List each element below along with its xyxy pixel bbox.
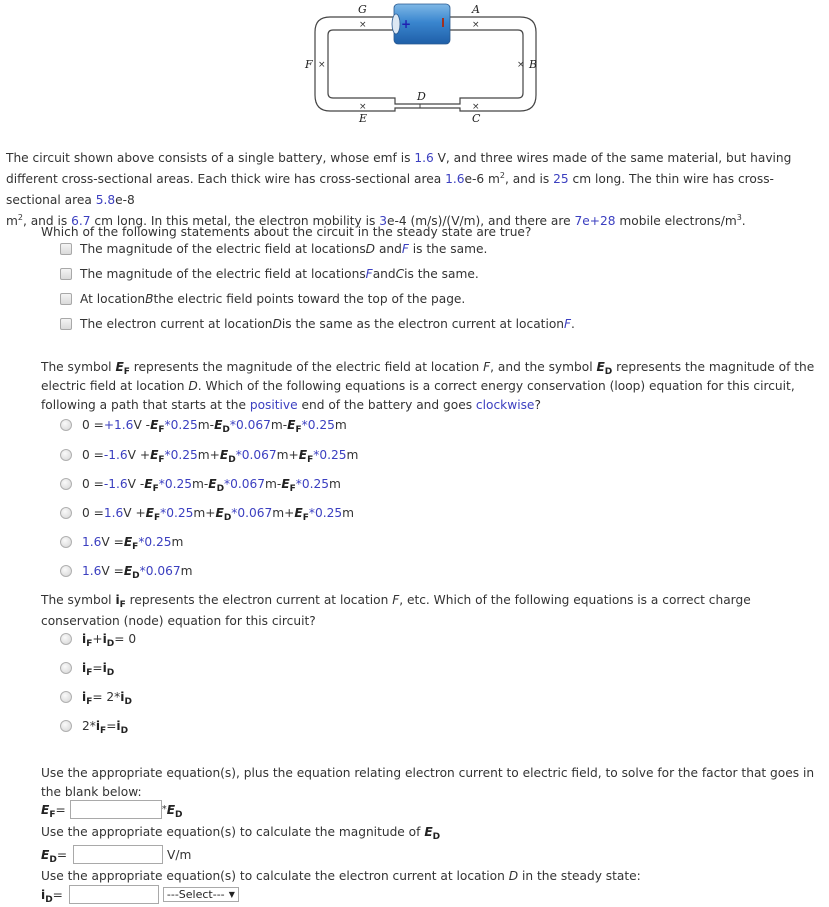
thick-length-value: 25 — [553, 172, 569, 186]
battery-minus — [442, 18, 444, 27]
label-g: G — [358, 3, 367, 16]
marker-f: × — [318, 60, 326, 70]
q2-option-3[interactable]: 0 = -1.6 V - $E_F$ *0.25 m - $E_D$ *0.067 m - $E_F$ *0.25 m — [60, 475, 341, 493]
radio-button[interactable] — [60, 691, 72, 703]
problem-statement: The circuit shown above consists of a single battery, whose emf is 1.6 V, and three wires made of the same material, but having different cross-sectional areas. Each thick wire has cross-sectional area 1.6e-6 $m^2$, and is 25 cm long. The thin wire has cross-sectional area 5.8e-8 $m^2$, and is 6.7 cm long. In this metal, the electron mobility is 3e-4 (m/s)/(V/m), and there are 7e+28 mobile electrons/$m^3$. — [6, 151, 792, 228]
q4-answer-row: $E_F$ = * $E_D$ — [41, 800, 183, 819]
marker-b: × — [517, 60, 525, 70]
label-b: B — [529, 58, 538, 71]
q1-prompt: Which of the following statements about the circuit in the steady state are true? — [41, 225, 532, 239]
q2-option-2[interactable]: 0 = -1.6 V + $E_F$ *0.25 m + $E_D$ *0.067 m + $E_F$ *0.25 m — [60, 446, 358, 464]
q6-prompt: Use the appropriate equation(s) to calculate the electron current at location D in the steady state: — [41, 869, 641, 883]
emf-value: 1.6 — [414, 151, 434, 165]
q3-option-4[interactable]: 2* $i_F$ = $i_D$ — [60, 717, 128, 735]
checkbox[interactable] — [60, 268, 72, 280]
radio-button[interactable] — [60, 633, 72, 645]
radio-button[interactable] — [60, 536, 72, 548]
q3-option-1[interactable]: $i_F$ + $i_D$ = 0 — [60, 630, 136, 648]
q2-option-6[interactable]: 1.6 V = $E_D$ *0.067 m — [60, 562, 193, 580]
thick-area-value: 1.6 — [445, 172, 465, 186]
label-d: D — [417, 90, 426, 103]
ef-factor-input[interactable] — [70, 800, 162, 819]
electron-density-value: 7e+28 — [574, 214, 616, 228]
radio-button[interactable] — [60, 565, 72, 577]
dropdown-arrow-icon: ▼ — [228, 890, 235, 899]
thin-length-value: 6.7 — [71, 214, 91, 228]
mobility-value: 3 — [379, 214, 387, 228]
marker-a: × — [472, 20, 480, 30]
radio-button[interactable] — [60, 662, 72, 674]
checkbox[interactable] — [60, 243, 72, 255]
q3-prompt: The symbol $i_F$ represents the electron current at location F, etc. Which of the following equations is a correct charge conservation (node) equation for this circuit? — [41, 593, 751, 628]
q1-option-3[interactable]: At location B the electric field points toward the top of the page. — [60, 290, 465, 308]
ed-magnitude-input[interactable] — [73, 845, 163, 864]
q5-prompt: Use the appropriate equation(s) to calculate the magnitude of $E_D$ — [41, 825, 441, 842]
id-current-input[interactable] — [69, 885, 159, 904]
radio-button[interactable] — [60, 449, 72, 461]
label-f: F — [305, 58, 313, 71]
q1-option-1[interactable]: The magnitude of the electric field at locations D and F is the same. — [60, 240, 487, 258]
q2-option-5[interactable]: 1.6 V = $E_F$ *0.25 m — [60, 533, 183, 551]
q1-option-4[interactable]: The electron current at location D is the same as the electron current at location F . — [60, 315, 575, 333]
circuit-diagram — [300, 0, 550, 125]
radio-button[interactable] — [60, 478, 72, 490]
marker-c: × — [472, 102, 480, 112]
q5-answer-row: $E_D$ = V/m — [41, 845, 191, 864]
battery-plus: + — [401, 17, 412, 31]
marker-g: × — [359, 20, 367, 30]
q2-prompt: The symbol $E_F$ represents the magnitude of the electric field at location F, and the symbol $E_D$ represents the magnitude of the electric field at location D. Which of the following equations is a correct energy conservation (loop) equation for this circuit, following a path that starts at the positive end of the battery and goes clockwise? — [41, 360, 815, 412]
q3-option-3[interactable]: $i_F$ = 2* $i_D$ — [60, 688, 132, 706]
unit-select[interactable]: ---Select--- ▼ — [163, 887, 239, 902]
radio-button[interactable] — [60, 507, 72, 519]
q4-prompt: Use the appropriate equation(s), plus the equation relating electron current to electric field, to solve for the factor that goes in the blank below: — [41, 766, 815, 799]
q6-answer-row: $i_D$ = ---Select--- ▼ — [41, 885, 239, 904]
thin-area-value: 5.8 — [95, 193, 116, 207]
radio-button[interactable] — [60, 419, 72, 431]
checkbox[interactable] — [60, 293, 72, 305]
marker-e: × — [359, 102, 367, 112]
q2-option-4[interactable]: 0 = 1.6 V + $E_F$ *0.25 m + $E_D$ *0.067 m + $E_F$ *0.25 m — [60, 504, 354, 522]
q2-option-1[interactable]: 0 = +1.6 V - $E_F$ *0.25 m - $E_D$ *0.067 m - $E_F$ *0.25 m — [60, 416, 347, 434]
checkbox[interactable] — [60, 318, 72, 330]
label-e: E — [359, 112, 368, 125]
q1-option-2[interactable]: The magnitude of the electric field at locations F and C is the same. — [60, 265, 479, 283]
q3-option-2[interactable]: $i_F$ = $i_D$ — [60, 659, 114, 677]
label-a: A — [472, 3, 480, 16]
label-c: C — [472, 112, 481, 125]
radio-button[interactable] — [60, 720, 72, 732]
